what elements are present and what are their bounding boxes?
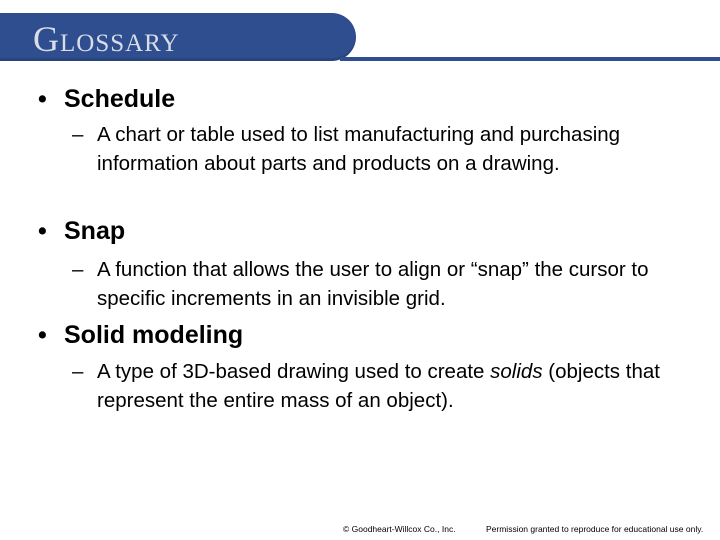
definition-after: (objects that represent the entire mass of an object). — [97, 360, 660, 412]
glossary-term-snap — [38, 216, 125, 246]
term-label: Solid modeling — [64, 321, 244, 349]
title-first-letter: G — [33, 19, 60, 59]
dash: – — [72, 258, 84, 281]
glossary-term-solid-modeling — [38, 320, 243, 350]
glossary-definition-snap — [72, 256, 692, 313]
bullet: • — [38, 321, 47, 349]
definition-text — [72, 358, 692, 415]
bullet: • — [38, 217, 47, 245]
glossary-definition-schedule — [72, 121, 692, 178]
definition-text: A chart or table used to list manufacturing and purchasing information about parts and products on a drawing. — [97, 123, 621, 175]
bullet: • — [38, 85, 47, 113]
definition-before: A type of 3D-based drawing used to create — [97, 360, 491, 383]
glossary-term-schedule — [38, 84, 175, 114]
term-label: Snap — [64, 217, 126, 245]
definition-text: A function that allows the user to align or “snap” the cursor to specific increments in an invisible grid. — [97, 258, 649, 310]
definition-italic-term: solids — [490, 360, 543, 383]
footer-permission: Permission granted to reproduce for educational use only. — [486, 524, 704, 534]
term-label: Schedule — [64, 85, 176, 113]
footer-copyright: © Goodheart-Willcox Co., Inc. — [343, 524, 456, 534]
dash: – — [72, 360, 84, 383]
title-rest: lossary — [60, 19, 180, 59]
glossary-definition-solid-modeling — [72, 358, 692, 415]
dash: – — [72, 123, 84, 146]
